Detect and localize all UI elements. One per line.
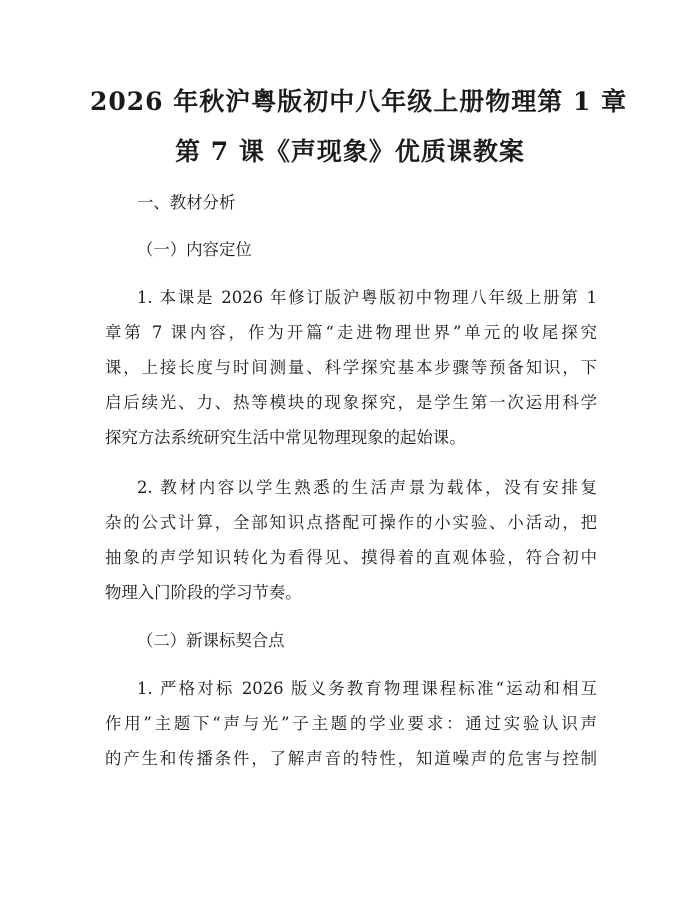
document-title-line-1: 2026 年秋沪粤版初中八年级上册物理第 1 章 [90, 87, 628, 116]
document-title-line-2: 第 7 课《声现象》优质课教案 [175, 137, 525, 166]
paragraph-2-line-4: 物理入门阶段的学习节奏。 [105, 583, 302, 602]
paragraph-1-line-1: 1. 本课是 2026 年修订版沪粤版初中物理八年级上册第 1 [137, 288, 597, 307]
paragraph-2-line-1: 2. 教材内容以学生熟悉的生活声景为载体，没有安排复 [137, 478, 597, 497]
paragraph-1-line-4: 启后续光、力、热等模块的现象探究，是学生第一次运用科学 [105, 393, 597, 412]
paragraph-2-line-3: 抽象的声学知识转化为看得见、摸得着的直观体验，符合初中 [105, 548, 597, 567]
paragraph-3-line-2: 作用”主题下“声与光”子主题的学业要求：通过实验认识声 [105, 714, 597, 733]
paragraph-3-line-3: 的产生和传播条件，了解声音的特性，知道噪声的危害与控制 [105, 749, 597, 768]
paragraph-1-line-5: 探究方法系统研究生活中常见物理现象的起始课。 [105, 428, 466, 447]
paragraph-1-line-2: 章第 7 课内容，作为开篇“走进物理世界”单元的收尾探究 [105, 323, 597, 342]
section-heading-textbook-analysis: 一、教材分析 [137, 193, 236, 212]
subsection-heading-curriculum-alignment: （二）新课标契合点 [137, 631, 285, 650]
paragraph-3-line-1: 1. 严格对标 2026 版义务教育物理课程标准“运动和相互 [137, 679, 597, 698]
subsection-heading-content-positioning: （一）内容定位 [137, 240, 252, 259]
paragraph-1-line-3: 课，上接长度与时间测量、科学探究基本步骤等预备知识，下 [105, 358, 597, 377]
paragraph-2-line-2: 杂的公式计算，全部知识点搭配可操作的小实验、小活动，把 [105, 513, 597, 532]
